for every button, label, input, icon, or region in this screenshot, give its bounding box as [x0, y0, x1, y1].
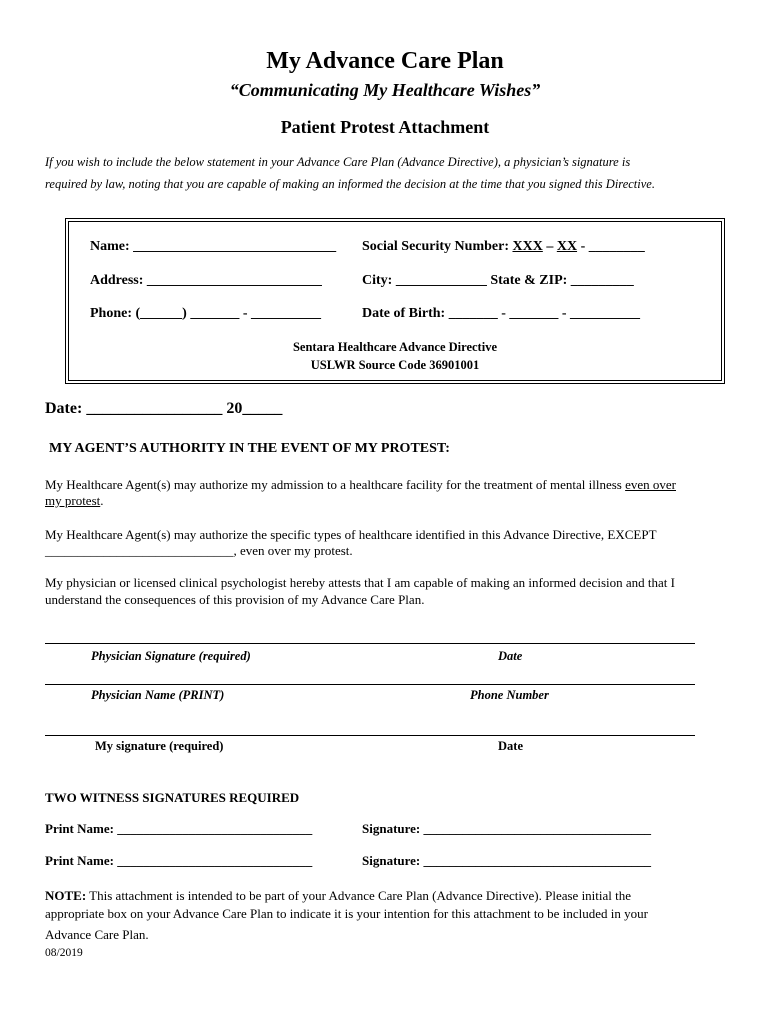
dob-field[interactable]: Date of Birth: _______ - _______ - __________ [362, 306, 641, 321]
my-signature-line[interactable] [45, 735, 695, 736]
witness-2-signature[interactable]: Signature: ___________________________________ [362, 853, 652, 868]
physician-name-caption: Physician Name (PRINT) [91, 688, 225, 702]
ssn-dash: – [542, 239, 557, 254]
ssn-xxx: XXX [512, 239, 543, 254]
authority-p2-line-1: My Healthcare Agent(s) may authorize the specific types of healthcare identified in this Advance Directive, EXCEPT [45, 527, 657, 542]
physician-signature-caption: Physician Signature (required) [91, 649, 251, 663]
authority-heading: MY AGENT’S AUTHORITY IN THE EVENT OF MY PROTEST: [49, 441, 450, 456]
ssn-label: Social Security Number: [362, 239, 513, 254]
authority-p2-line-2[interactable]: _____________________________, even over my protest. [45, 543, 353, 558]
authority-p1-text: My Healthcare Agent(s) may authorize my admission to a healthcare facility for the treatment of mental illness [45, 477, 626, 492]
date-caption-2: Date [498, 739, 523, 753]
document-title: My Advance Care Plan [266, 48, 504, 74]
witness-1-signature[interactable]: Signature: ___________________________________ [362, 821, 652, 836]
authority-p1-line-1 [45, 477, 676, 493]
attachment-heading: Patient Protest Attachment [280, 117, 490, 137]
witness-heading: TWO WITNESS SIGNATURES REQUIRED [45, 790, 300, 805]
note-text-1: This attachment is intended to be part of your Advance Care Plan (Advance Directive). Please initial the [86, 888, 632, 903]
my-signature-caption: My signature (required) [95, 739, 224, 753]
authority-p3-line-1: My physician or licensed clinical psychologist hereby attests that I am capable of making an informed decision and that I [45, 575, 675, 590]
physician-signature-line[interactable] [45, 643, 695, 644]
physician-name-line[interactable] [45, 684, 695, 685]
note-label: NOTE: [45, 888, 87, 903]
date-caption-1: Date [498, 649, 523, 663]
note-line-2: appropriate box on your Advance Care Plan to indicate it is your intention for this attachment to be included in your [45, 906, 648, 921]
date-field[interactable]: Date: _________________ 20_____ [45, 400, 283, 417]
intro-line-1: If you wish to include the below statement in your Advance Care Plan (Advance Directive), a physician’s signature is [45, 155, 631, 169]
version-label: 08/2019 [45, 947, 83, 959]
authority-p1-underline-2: my protest [45, 493, 101, 508]
authority-p1-period: . [100, 493, 104, 508]
note-line-1 [45, 888, 631, 904]
authority-p3-line-2: understand the consequences of this provision of my Advance Care Plan. [45, 592, 425, 607]
ssn-field[interactable] [362, 239, 645, 255]
authority-p1-underline: even over [625, 477, 676, 492]
address-field[interactable]: Address: _________________________ [90, 273, 322, 288]
authority-p1-line-2 [45, 493, 104, 509]
box-footer-line-2: USLWR Source Code 36901001 [310, 358, 480, 372]
document-subtitle: “Communicating My Healthcare Wishes” [229, 80, 541, 100]
note-line-3: Advance Care Plan. [45, 927, 149, 942]
witness-1-print-name[interactable]: Print Name: ______________________________ [45, 821, 313, 836]
phone-number-caption: Phone Number [470, 688, 549, 702]
box-footer-line-1: Sentara Healthcare Advance Directive [292, 340, 497, 354]
witness-2-print-name[interactable]: Print Name: ______________________________ [45, 853, 313, 868]
ssn-rest: - ________ [577, 239, 645, 254]
name-field[interactable]: Name: _____________________________ [90, 239, 337, 254]
intro-line-2: required by law, noting that you are capable of making an informed the decision at the time that you signed this Directive. [45, 177, 655, 191]
ssn-xx: XX [556, 239, 578, 254]
city-state-zip-field[interactable]: City: _____________ State & ZIP: _________ [362, 273, 634, 288]
phone-field[interactable]: Phone: (______) _______ - __________ [90, 306, 321, 321]
